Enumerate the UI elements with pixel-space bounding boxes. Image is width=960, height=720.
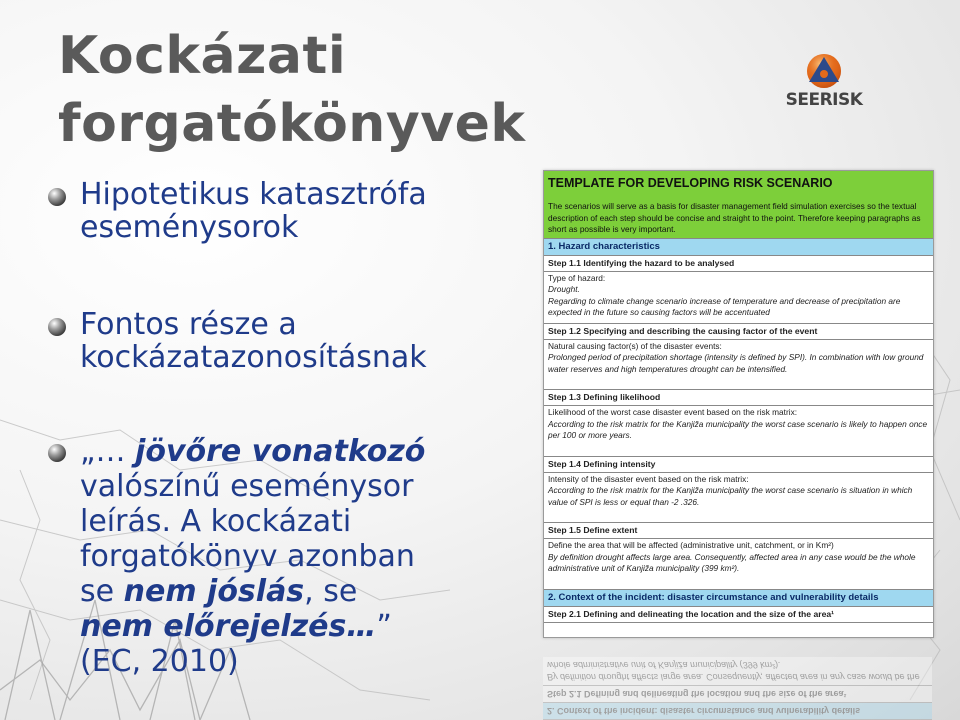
step-1-5-label: Step 1.5 Define extent <box>544 522 933 539</box>
step-1-3-body <box>544 406 933 456</box>
step-1-1-body <box>544 272 933 323</box>
step-1-5-body <box>544 539 933 589</box>
bullet-3-line-6 <box>80 609 540 644</box>
bullet-icon <box>48 318 66 336</box>
step-1-3-label: Step 1.3 Defining likelihood <box>544 389 933 406</box>
step-1-4-normal: Intensity of the disaster event based on the risk matrix: <box>548 473 749 484</box>
step-1-1-italic-2: Regarding to climate change scenario increase of temperature and decrease of precipitation are expected in the future so causing factors will be accentuated <box>548 295 901 317</box>
emphasis-future: jövőre vonatkozó <box>135 434 426 469</box>
quote-close: ” <box>376 609 392 644</box>
step-1-2-label: Step 1.2 Specifying and describing the causing factor of the event <box>544 323 933 340</box>
logo-text: SEERISK <box>785 90 863 110</box>
template-intro: The scenarios will serve as a basis for disaster management field simulation exercises so the textual description of each step should be concise and straight to the point. Therefore keeping paragraphs as short as possible is very important. <box>548 201 921 234</box>
section-hazard-characteristics: 1. Hazard characteristics <box>544 238 933 255</box>
template-reflection <box>543 638 932 720</box>
bullet-1-line-1: Hipotetikus katasztrófa <box>80 177 427 212</box>
reflect-step-2-1: Step 2.1 Defining and delineating the location and the size of the area¹ <box>543 686 932 703</box>
template-title: TEMPLATE FOR DEVELOPING RISK SCENARIO <box>548 176 833 190</box>
step-1-5-normal: Define the area that will be affected (administrative unit, catchment, or in Km²) <box>548 540 834 550</box>
step-1-3-normal: Likelihood of the worst case disaster event based on the risk matrix: <box>548 407 798 417</box>
bullet-3-line-2: valószínű eseménysor <box>80 469 414 504</box>
step-1-2-body <box>544 340 933 390</box>
bullet-3-line-3: leírás. A kockázati <box>80 504 352 539</box>
bullet-3-line-1 <box>80 434 540 469</box>
step-1-2-italic: Prolonged period of precipitation shortage (intensity is defined by SPI). In combination with low ground water reserves and high temperatures drought can be intensified. <box>548 352 924 374</box>
bullet-3-citation: (EC, 2010) <box>80 644 239 679</box>
slide-title <box>58 22 598 158</box>
step-1-4-body <box>544 473 933 523</box>
seerisk-emblem-icon <box>768 50 880 94</box>
step-1-1-italic: Drought. <box>548 284 580 294</box>
text-se: se <box>80 574 124 609</box>
step-1-3-italic: According to the risk matrix for the Kanjiža municipality the worst case scenario is likely to happen once per 100 or more years. <box>548 418 928 440</box>
bullet-1-line-2: eseménysorok <box>80 210 299 245</box>
bullet-3-line-4: forgatókönyv azonban <box>80 539 415 574</box>
risk-scenario-template-image <box>543 170 934 638</box>
emphasis-not-prediction: nem jóslás <box>123 574 305 609</box>
step-1-1-normal: Type of hazard: <box>548 272 606 283</box>
slide-title-line-2: forgatókönyvek <box>58 94 526 154</box>
step-1-4-label: Step 1.4 Defining intensity <box>544 456 933 473</box>
template-header <box>544 171 933 238</box>
bullet-2-line-2: kockázatazonosításnak <box>80 340 427 375</box>
step-1-2-normal: Natural causing factor(s) of the disaster events: <box>548 340 722 351</box>
step-1-1-label: Step 1.1 Identifying the hazard to be analysed <box>544 255 933 272</box>
bullet-icon <box>48 188 66 206</box>
text-comma-se: , se <box>304 574 358 609</box>
emphasis-not-forecast: nem előrejelzés… <box>80 609 377 644</box>
quote-open: „… <box>80 434 136 469</box>
step-1-4-italic: According to the risk matrix for the Kanjiža municipality the worst case scenario is situation in which value of SPI is less or equal than -2 .326. <box>548 485 913 507</box>
bullet-2-line-1: Fontos része a <box>80 307 297 342</box>
reflect-step-1-5-italic: By definition drought affects large area. Consequently, affected area in any case would be the whole administrative unit of Kanjiža municipality (399 km²). <box>543 657 932 686</box>
seerisk-logo <box>768 50 880 112</box>
slide-title-line-1: Kockázati <box>58 26 347 86</box>
step-1-5-italic: By definition drought affects large area. Consequently, affected area in any case would be the whole administrative unit of Kanjiža municipality (399 km²). <box>548 551 916 573</box>
step-2-1-label: Step 2.1 Defining and delineating the location and the size of the area¹ <box>544 606 933 623</box>
bullet-icon <box>48 444 66 462</box>
reflect-section-2: 2. Context of the incident: disaster circumstance and vulnerability details <box>543 703 932 720</box>
bullet-3-line-5 <box>80 574 540 609</box>
section-context-of-incident: 2. Context of the incident: disaster circumstance and vulnerability details <box>544 589 933 606</box>
